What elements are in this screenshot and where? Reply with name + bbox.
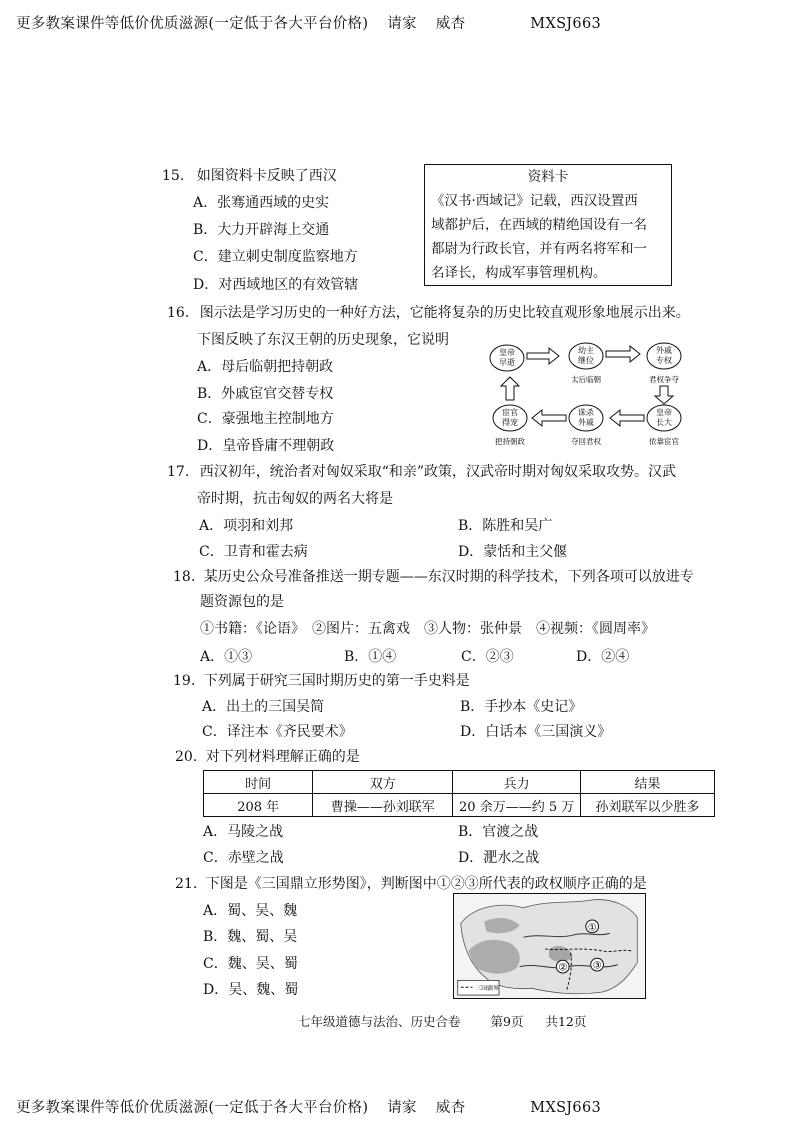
map-label-2: ② — [558, 962, 568, 974]
card-line: 域都护后，在西域的精绝国设有一名 — [431, 217, 647, 233]
q21-option-c: C．魏、吴、蜀 — [203, 956, 298, 972]
q21-option-a: A．蜀、吴、魏 — [203, 903, 298, 919]
q19-option-a: A．出土的三国吴简 — [202, 699, 325, 715]
q17-option-d: D．蒙恬和主父偃 — [458, 544, 568, 560]
q15-stem-text: 如图资料卡反映了西汉 — [196, 168, 337, 184]
arrow-left-icon — [610, 410, 644, 426]
q18-option-d: D．②④ — [576, 649, 630, 665]
node-caption: 把持朝政 — [495, 437, 525, 446]
page-footer — [298, 1012, 586, 1030]
map-label-1: ① — [587, 922, 597, 934]
q18-items: ①书籍：《论语》 ②图片：五禽戏 ③人物：张仲景 ④视频：《圆周率》 — [200, 621, 655, 637]
card-title: 资料卡 — [527, 169, 569, 185]
node-caption: 太后临朝 — [571, 375, 601, 384]
table-header-cell: 兵力 — [453, 771, 581, 794]
q17-stem-line1: 西汉初年，统治者对匈奴采取“和亲”政策，汉武帝时期对匈奴采取攻势。汉武 — [199, 464, 677, 480]
q21-number: 21. — [175, 876, 198, 892]
q21-option-b: B．魏、蜀、吴 — [203, 929, 298, 945]
q15-number: 15. — [162, 168, 185, 184]
promo-text: 更多教案课件等低价优质滋源(一定低于各大平台价格) — [16, 1100, 369, 1116]
q16-cycle-diagram — [488, 340, 703, 450]
q20-number: 20. — [175, 749, 198, 765]
contact-name: 威杏 — [435, 1100, 466, 1116]
q15-option-b: B．大力开辟海上交通 — [193, 222, 330, 238]
card-line: 名译长，构成军事管理机构。 — [431, 265, 607, 281]
contact-text: 请家 — [387, 16, 417, 32]
diagram-node-eunuchs — [493, 405, 527, 446]
table-header-cell: 时间 — [204, 771, 313, 794]
node-label: 诛杀 — [578, 408, 594, 417]
q21-three-kingdoms-map — [453, 893, 646, 999]
q15-stem — [162, 167, 337, 185]
node-label: 皇帝 — [499, 348, 515, 357]
table-header-cell: 双方 — [313, 771, 453, 794]
card-line: 都尉为行政长官，并有两名将军和一 — [431, 241, 647, 257]
q16-stem-line2: 下图反映了东汉王朝的历史现象，它说明 — [197, 332, 449, 348]
arrow-down-icon — [655, 386, 673, 404]
q20-stem-text: 对下列材料理解正确的是 — [205, 749, 360, 765]
page-number: 第9页 — [490, 1014, 524, 1029]
q16-stem — [167, 304, 690, 322]
node-label: 幼主 — [578, 346, 594, 355]
paper-title: 七年级道德与法治、历史合卷 — [298, 1014, 461, 1029]
contact-text: 请家 — [387, 1100, 417, 1116]
q20-option-a: A．马陵之战 — [203, 824, 284, 840]
table-header-row — [204, 771, 715, 794]
arrow-up-icon — [501, 377, 519, 400]
top-banner — [16, 12, 601, 33]
contact-code: MXSJ663 — [530, 1100, 601, 1116]
node-label: 外戚 — [656, 346, 672, 355]
node-caption: 依靠宦官 — [649, 437, 679, 446]
q18-option-b: B．①④ — [344, 649, 397, 665]
map-label-3: ③ — [592, 960, 602, 972]
page-total: 共12页 — [545, 1014, 587, 1029]
q21-stem — [175, 875, 647, 893]
contact-name: 威杏 — [435, 16, 466, 32]
q18-stem — [173, 568, 694, 586]
q17-option-a: A．项羽和刘邦 — [199, 518, 294, 534]
diagram-node-kill-consorts — [569, 405, 603, 446]
q19-number: 19. — [173, 673, 196, 689]
q19-option-b: B．手抄本《史记》 — [460, 699, 583, 715]
q20-option-b: B．官渡之战 — [458, 824, 539, 840]
q18-stem-line1: 某历史公众号准备推送一期专题——东汉时期的科学技术，下列各项可以放进专 — [203, 569, 694, 585]
table-row — [204, 794, 715, 817]
node-label: 外戚 — [578, 418, 594, 427]
node-label: 专权 — [656, 356, 672, 365]
table-cell: 孙刘联军以少胜多 — [581, 794, 715, 817]
table-header-cell: 结果 — [581, 771, 715, 794]
q18-number: 18. — [173, 569, 196, 585]
table-cell: 20 余万——约 5 万 — [453, 794, 581, 817]
node-label: 宦官 — [502, 408, 518, 417]
arrow-right-icon — [606, 346, 640, 362]
q20-stem — [175, 748, 360, 766]
node-caption: 君权争夺 — [649, 375, 679, 384]
node-label: 皇帝 — [656, 408, 672, 417]
table-cell: 曹操——孙刘联军 — [313, 794, 453, 817]
promo-text: 更多教案课件等低价优质滋源(一定低于各大平台价格) — [16, 16, 369, 32]
q17-number: 17. — [167, 464, 190, 480]
diagram-node-consort-clan — [647, 343, 681, 384]
q17-stem — [167, 463, 676, 481]
q20-table — [203, 770, 715, 817]
q19-stem-text: 下列属于研究三国时期历史的第一手史料是 — [203, 673, 470, 689]
q18-option-a: A．①③ — [200, 649, 253, 665]
q19-option-c: C．译注本《齐民要术》 — [202, 724, 353, 740]
diagram-node-emperor-dies — [490, 345, 524, 371]
diagram-node-child-emperor — [569, 343, 603, 384]
q19-stem — [173, 672, 470, 690]
q17-stem-line2: 帝时期，抗击匈奴的两名大将是 — [197, 491, 393, 507]
q21-stem-text: 下图是《三国鼎立形势图》，判断图中①②③所代表的政权顺序正确的是 — [205, 876, 647, 892]
q15-option-c: C．建立刺史制度监察地方 — [193, 249, 358, 265]
arrow-right-icon — [527, 348, 559, 364]
q20-option-c: C．赤壁之战 — [203, 850, 284, 866]
q16-option-d: D．皇帝昏庸不理朝政 — [197, 438, 335, 454]
q19-option-d: D．白话本《三国演义》 — [460, 724, 612, 740]
q16-option-b: B．外戚宦官交替专权 — [197, 386, 334, 402]
node-label: 得宠 — [502, 418, 518, 427]
diagram-node-emperor-grows — [647, 405, 681, 446]
table-cell: 208 年 — [204, 794, 313, 817]
bottom-banner — [16, 1096, 601, 1117]
q17-option-b: B．陈胜和吴广 — [458, 518, 553, 534]
q15-option-a: A．张骞通西域的史实 — [193, 195, 330, 211]
node-caption: 夺回君权 — [571, 437, 601, 446]
q16-number: 16. — [167, 305, 190, 321]
q21-option-d: D．吴、魏、蜀 — [203, 982, 299, 998]
card-line: 《汉书·西域记》记载，西汉设置西 — [431, 193, 638, 209]
q16-stem-line1: 图示法是学习历史的一种好方法，它能将复杂的历史比较直观形象地展示出来。 — [199, 305, 690, 321]
q17-option-c: C．卫青和霍去病 — [199, 544, 308, 560]
contact-code: MXSJ663 — [530, 16, 601, 32]
q15-option-d: D．对西域地区的有效管辖 — [193, 277, 359, 293]
q18-option-c: C．②③ — [461, 649, 514, 665]
q20-option-d: D．淝水之战 — [458, 850, 540, 866]
legend-text: 三国疆界 — [475, 986, 499, 993]
q16-option-c: C．豪强地主控制地方 — [197, 411, 334, 427]
node-label: 继位 — [578, 356, 594, 365]
node-label: 长大 — [656, 418, 672, 427]
q16-option-a: A．母后临朝把持朝政 — [197, 359, 334, 375]
node-label: 早逝 — [499, 358, 515, 367]
q15-material-card — [424, 164, 672, 286]
q18-stem-line2: 题资源包的是 — [200, 594, 284, 610]
arrow-left-icon — [532, 410, 566, 426]
